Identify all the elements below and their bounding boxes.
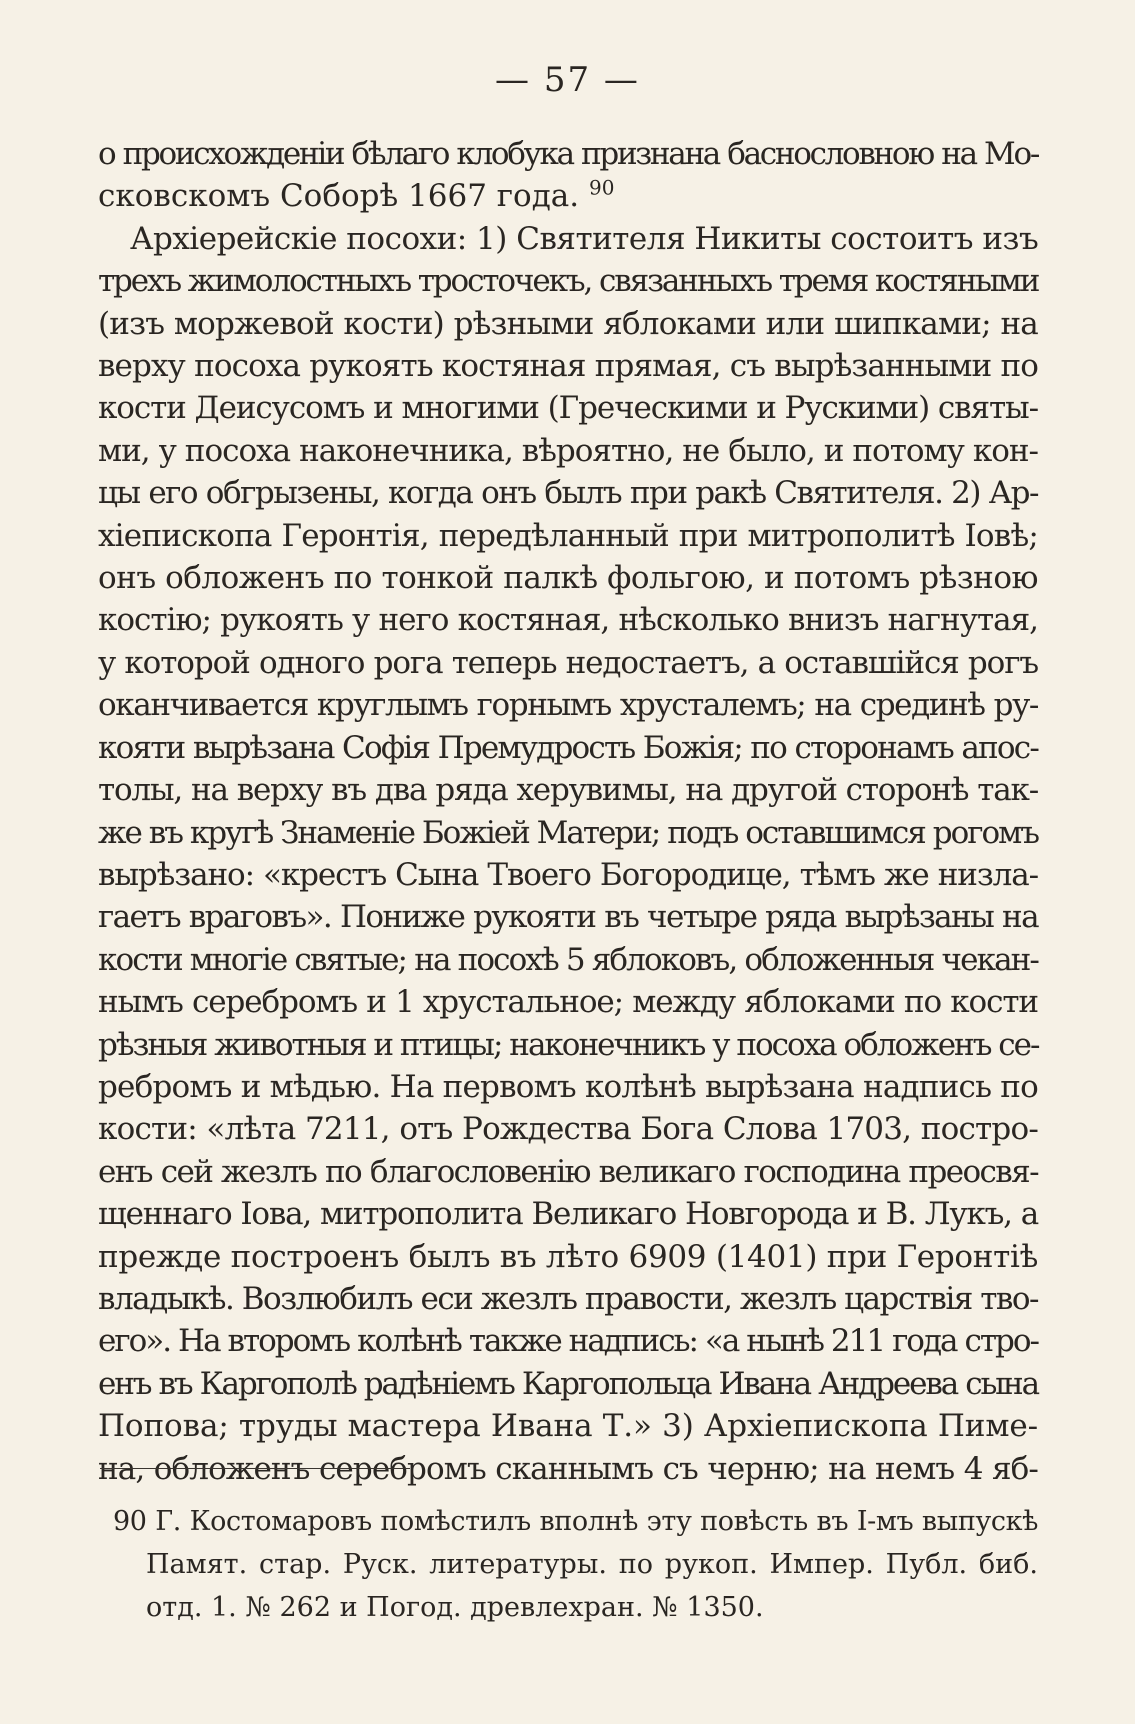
text-line: нымъ серебромъ и 1 хрустальное; между яблоками по кости (98, 984, 1038, 1021)
text-line: кояти вырѣзана Софія Премудрость Божія; по сторонамъ апос- (98, 729, 1038, 766)
text-line: енъ сей жезлъ по благословенію великаго господина преосвя- (98, 1153, 1038, 1190)
main-text (98, 133, 1038, 1490)
text-line: щеннаго Іова, митрополита Великаго Новгорода и В. Лукъ, а (98, 1196, 1038, 1233)
footnote-line: 90 Г. Костомаровъ помѣстилъ вполнѣ эту повѣсть въ І-мъ выпускѣ (113, 1506, 1038, 1537)
text-line: оканчивается круглымъ горнымъ хрусталемъ; на срединѣ ру- (98, 687, 1038, 724)
text-line: трехъ жимолостныхъ тросточекъ, связанныхъ тремя костяными (98, 263, 1039, 300)
text-line: на, обложенъ серебромъ сканнымъ съ черню; на немъ 4 яб- (98, 1450, 1038, 1487)
text-line: рѣзныя животныя и птицы; наконечникъ у посоха обложенъ се- (98, 1026, 1039, 1063)
footnote (113, 1500, 1038, 1629)
text-line: онъ обложенъ по тонкой палкѣ фольгою, и потомъ рѣзною (98, 560, 1038, 597)
text-line: прежде построенъ былъ въ лѣто 6909 (1401) при Геронтіѣ (98, 1238, 1038, 1275)
text-line: ребромъ и мѣдью. На первомъ колѣнѣ вырѣзана надпись по (98, 1068, 1038, 1105)
text-line (98, 175, 1038, 217)
page-number: — 57 — (495, 60, 640, 100)
text-line: его». На второмъ колѣнѣ также надпись: «а нынѣ 211 года стро- (98, 1323, 1038, 1360)
footnote-line: Памят. стар. Руск. литературы. по рукоп. Импер. Публ. биб. (146, 1549, 1038, 1580)
text-line: о происхожденіи бѣлаго клобука признана баснословною на Мо- (98, 136, 1038, 172)
text-line: толы, на верху въ два ряда херувимы, на другой сторонѣ так- (98, 772, 1038, 809)
text-line: гаетъ враговъ». Пониже рукояти въ четыре ряда вырѣзаны на (98, 899, 1038, 936)
footnote-divider (100, 1468, 410, 1469)
text-line: кости Деисусомъ и многими (Греческими и Рускими) святы- (98, 390, 1038, 427)
text-line: костію; рукоять у него костяная, нѣсколько внизъ нагнутая, (98, 602, 1038, 639)
text-line: же въ кругѣ Знаменіе Божіей Матери; подъ оставшимся рогомъ (98, 814, 1038, 851)
footnote-line: отд. 1. № 262 и Погод. древлехран. № 1350. (146, 1592, 764, 1623)
text-line: (изъ моржевой кости) рѣзными яблоками или шипками; на (98, 305, 1038, 342)
text-line: енъ въ Каргополѣ радѣніемъ Каргопольца Ивана Андреева сына (98, 1365, 1038, 1402)
text-line: верху посоха рукоять костяная прямая, съ вырѣзанными по (98, 348, 1038, 385)
text-line: хіепископа Геронтія, передѣланный при митрополитѣ Іовѣ; (98, 517, 1038, 554)
text-line: кости: «лѣта 7211, отъ Рождества Бога Слова 1703, постро- (98, 1111, 1038, 1148)
text-line: владыкѣ. Возлюбилъ еси жезлъ правости, жезлъ царствія тво- (98, 1280, 1038, 1317)
text-line: кости многіе святые; на посохѣ 5 яблоковъ, обложенныя чекан- (98, 941, 1038, 978)
text-line-content: сковскомъ Соборѣ 1667 года. (98, 178, 580, 215)
text-line: цы его обгрызены, когда онъ былъ при ракѣ Святителя. 2) Ар- (98, 475, 1038, 512)
footnote-reference[interactable]: 90 (588, 176, 615, 201)
text-line: ми, у посоха наконечника, вѣроятно, не было, и потому кон- (98, 432, 1038, 469)
text-line: у которой одного рога теперь недостаетъ, а оставшійся рогъ (98, 644, 1038, 681)
paragraph-first-line: Архіерейскіе посохи: 1) Святителя Никиты состоитъ изъ (130, 220, 1039, 257)
text-line: Попова; труды мастера Ивана Т.» 3) Архіепископа Пиме- (98, 1408, 1038, 1445)
text-line: вырѣзано: «крестъ Сына Твоего Богородице, тѣмъ же низла- (98, 856, 1038, 893)
